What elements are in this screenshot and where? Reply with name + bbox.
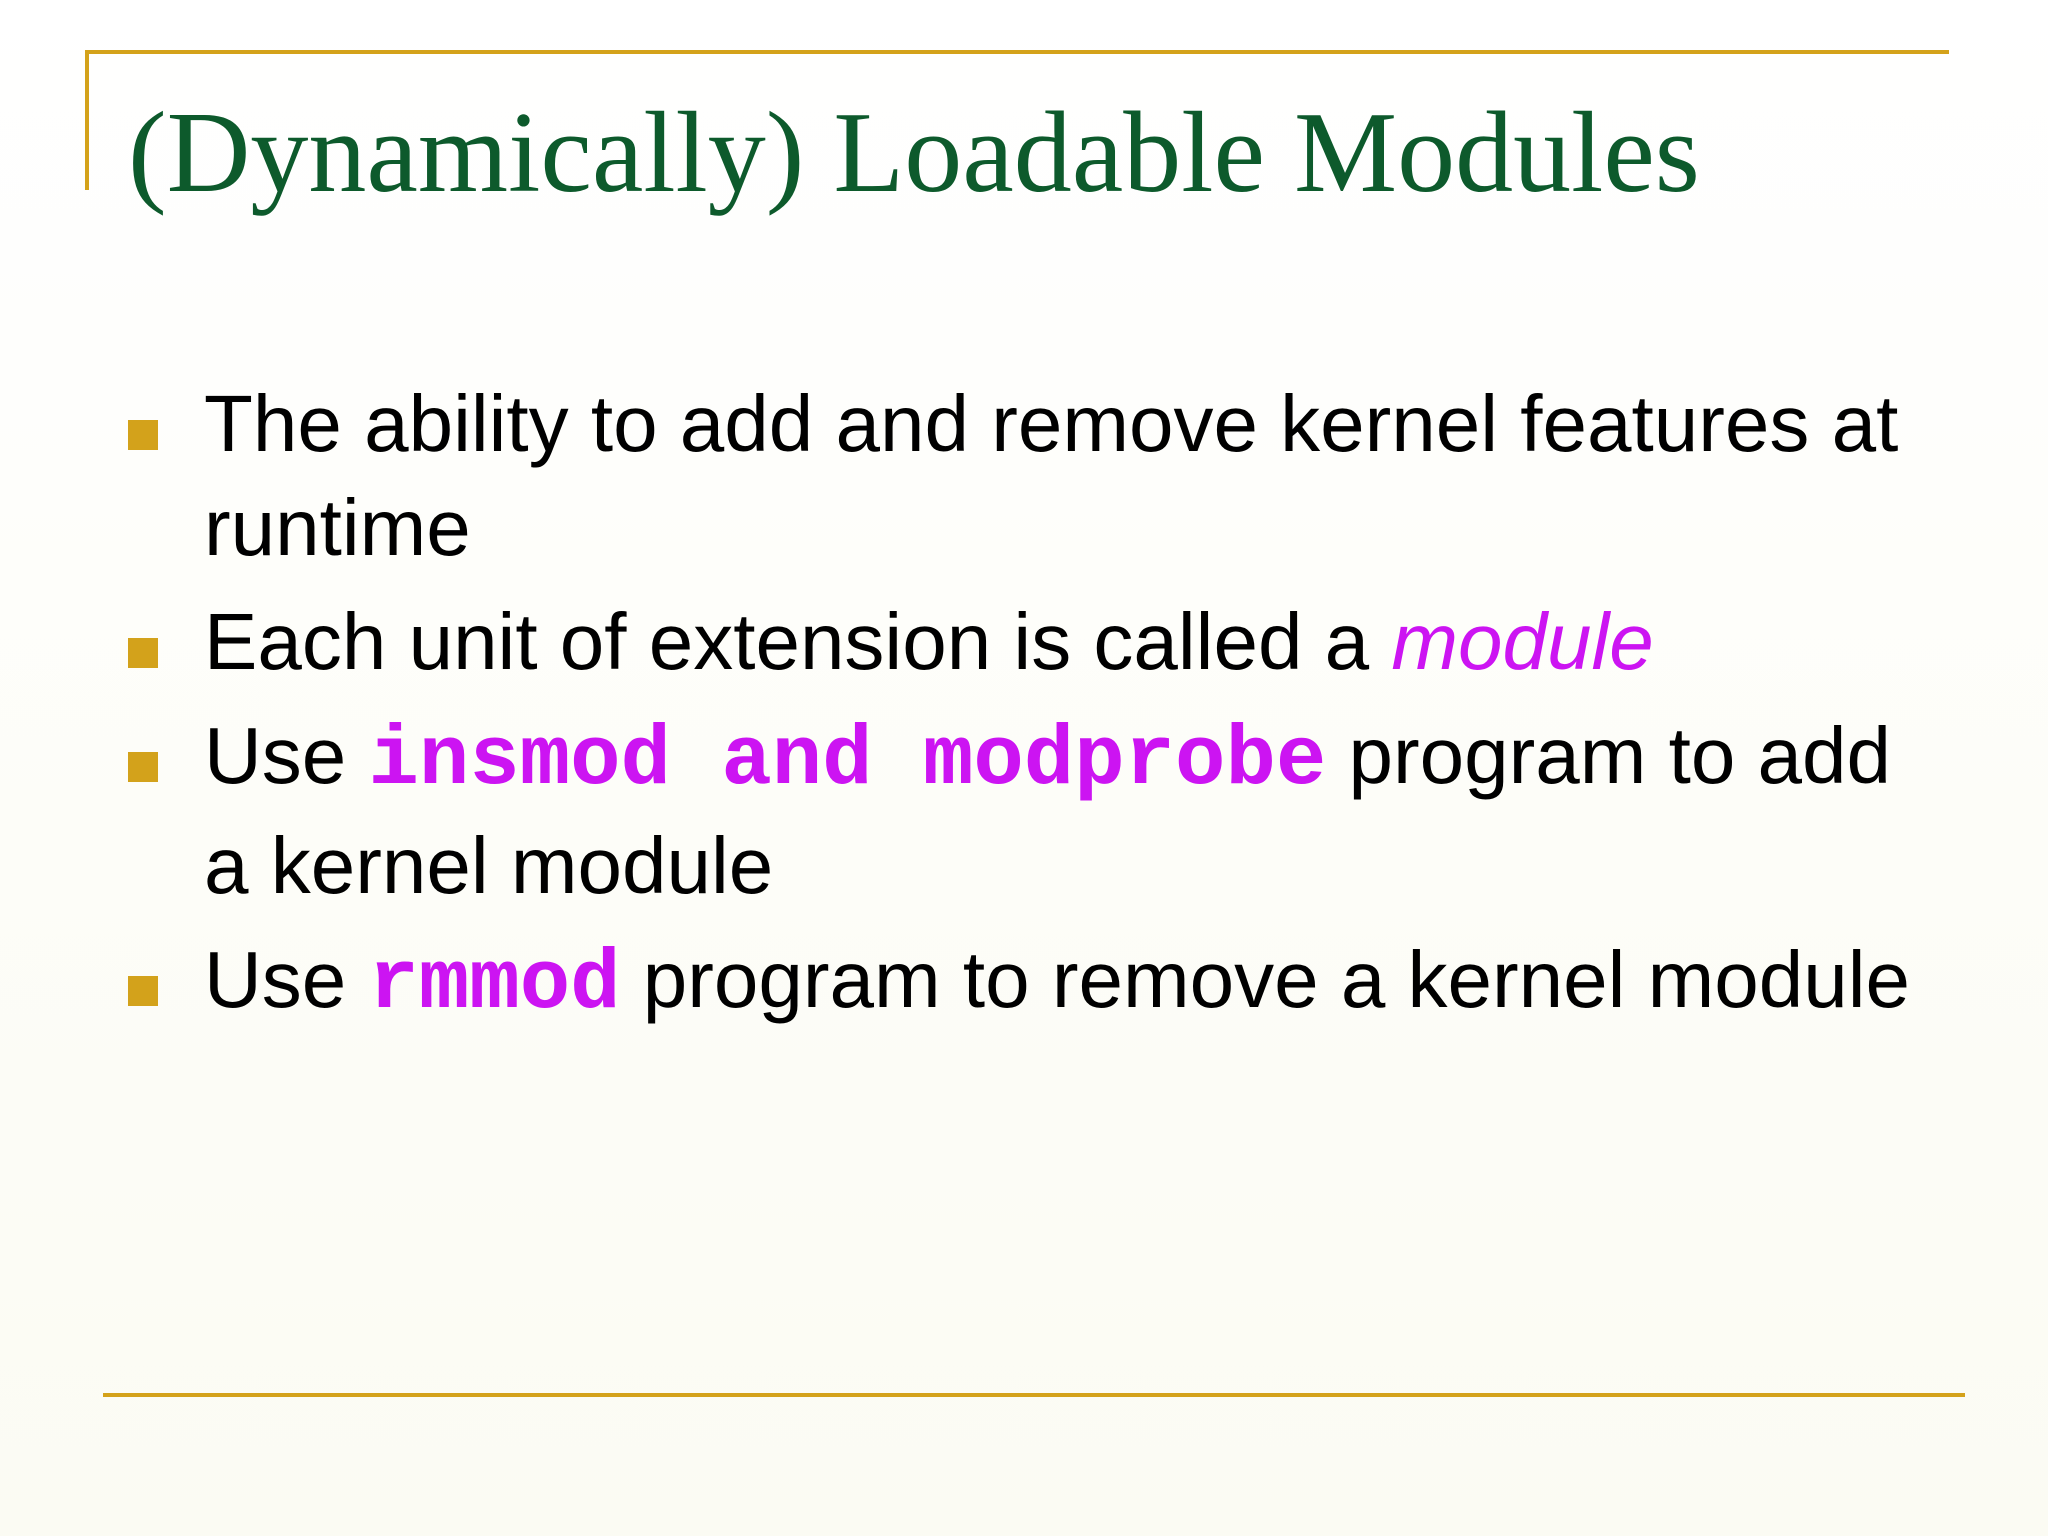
- command-code: rmmod: [368, 938, 621, 1033]
- bullet-list: [128, 372, 1948, 1048]
- bullet-text: program to remove a kernel module: [620, 935, 1911, 1024]
- bullet-text: Use: [204, 711, 369, 800]
- bullet-item-4: [128, 928, 1948, 1038]
- bullet-text: Each unit of extension is called a: [204, 597, 1392, 686]
- emphasis-term: module: [1391, 597, 1654, 686]
- bullet-item-1: [128, 372, 1948, 580]
- square-bullet-icon: [128, 420, 158, 450]
- command-code: insmod and modprobe: [368, 714, 1327, 809]
- top-rule: [85, 50, 1949, 54]
- bullet-text: program to add a kernel module: [204, 711, 1892, 910]
- square-bullet-icon: [128, 976, 158, 1006]
- left-rule: [85, 50, 89, 190]
- bullet-text: The ability to add and remove kernel features at runtime: [204, 379, 1899, 572]
- bottom-rule: [103, 1393, 1965, 1397]
- bullet-text: Use: [204, 935, 369, 1024]
- slide-title: (Dynamically) Loadable Modules: [128, 89, 1700, 217]
- square-bullet-icon: [128, 638, 158, 668]
- square-bullet-icon: [128, 752, 158, 782]
- bullet-item-3: [128, 704, 1948, 918]
- bullet-item-2: [128, 590, 1948, 694]
